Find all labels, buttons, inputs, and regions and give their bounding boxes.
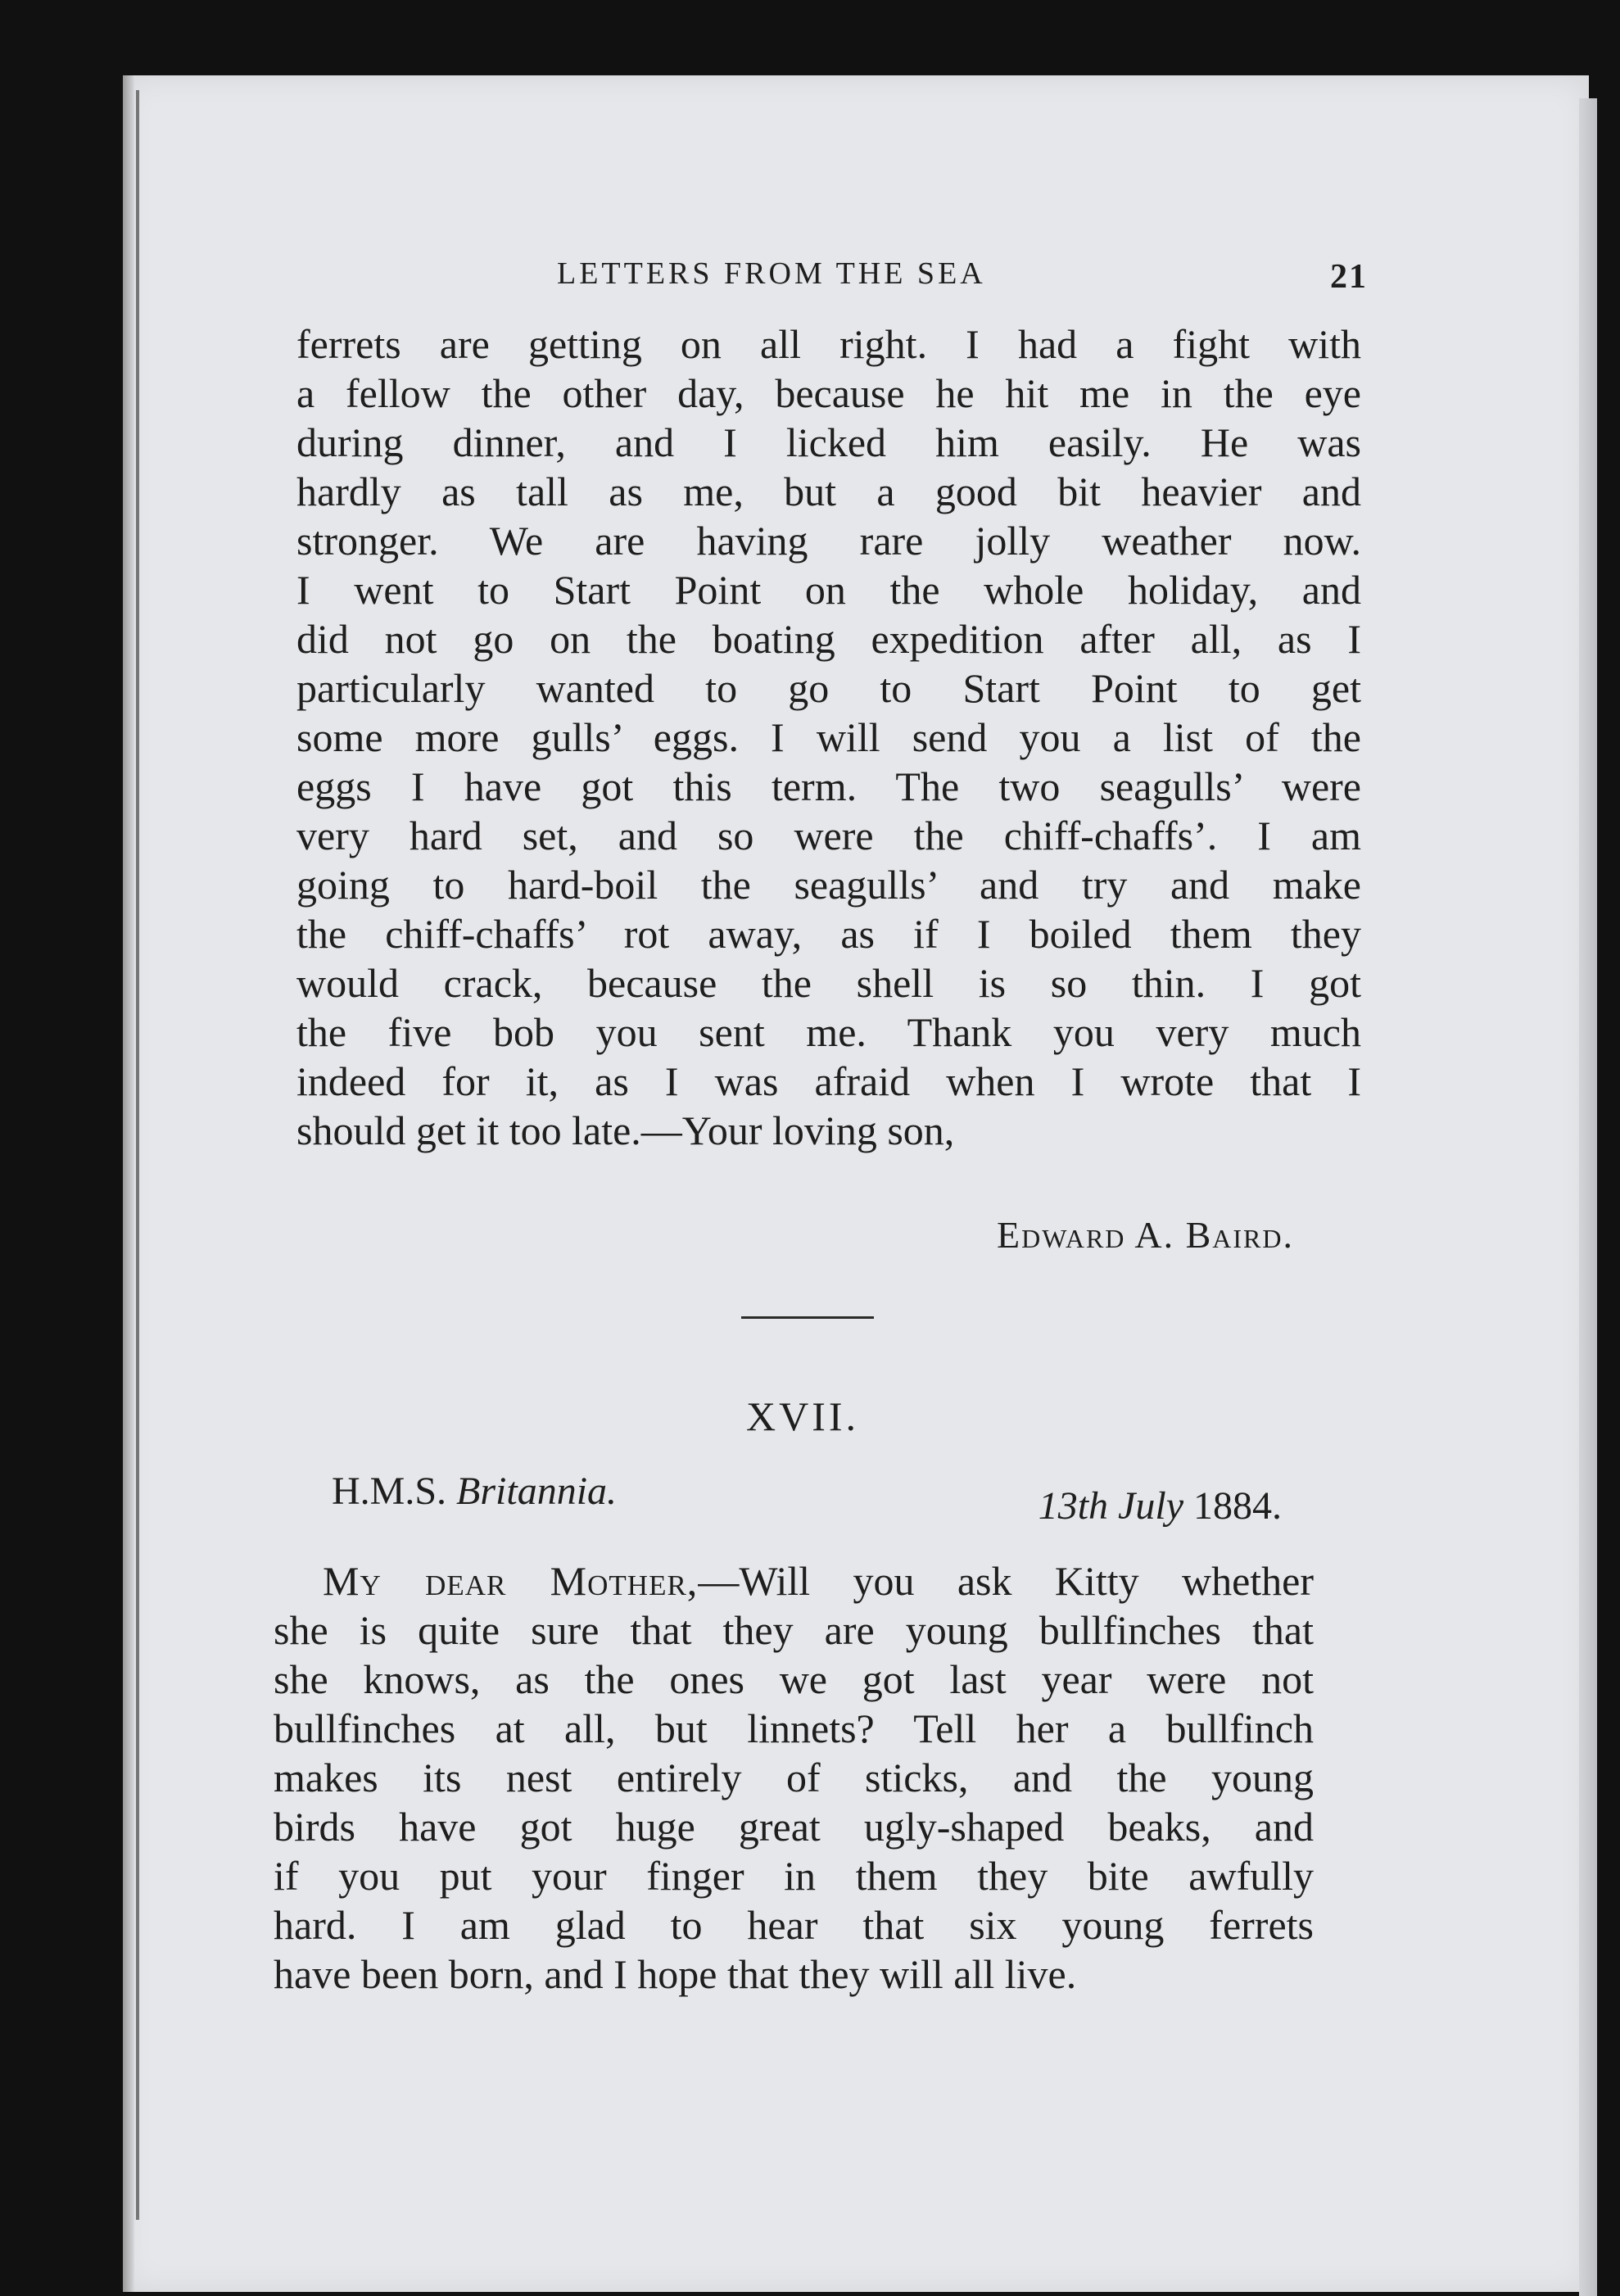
body-line: bullfinches at all, but linnets? Tell her a bullfinch — [274, 1705, 1314, 1751]
body-line: going to hard-boil the seagulls’ and try and make — [296, 862, 1361, 908]
body-line: should get it too late.—Your loving son, — [296, 1107, 955, 1153]
body-line: some more gulls’ eggs. I will send you a list of the — [296, 714, 1361, 760]
letter-xvii-body — [274, 1556, 1314, 1999]
ship-name: Britannia. — [456, 1470, 618, 1513]
body-line: I went to Start Point on the whole holiday, and — [296, 567, 1361, 613]
letter-xvi-body — [296, 319, 1361, 1155]
body-line: if you put your finger in them they bite awfully — [274, 1853, 1314, 1899]
first-line-rest: —Will you ask Kitty whether — [698, 1558, 1315, 1604]
body-line: during dinner, and I licked him easily. He was — [296, 419, 1361, 465]
date-day: 13th July — [1038, 1484, 1183, 1528]
salutation: My dear Mother, — [323, 1558, 699, 1604]
body-line: birds have got huge great ugly-shaped beaks, and — [274, 1804, 1314, 1850]
body-line: very hard set, and so were the chiff-chaffs’. I am — [296, 813, 1361, 858]
running-head: LETTERS FROM THE SEA — [557, 256, 986, 291]
letter-heading — [332, 1469, 1282, 1526]
section-number: XVII. — [745, 1393, 860, 1439]
body-line: indeed for it, as I was afraid when I wrote that I — [296, 1058, 1361, 1104]
page-number: 21 — [1330, 258, 1368, 296]
signature: Edward A. Baird. — [996, 1214, 1294, 1256]
first-body-line — [274, 1556, 1314, 1605]
body-line: she knows, as the ones we got last year were not — [274, 1656, 1314, 1702]
body-line: did not go on the boating expedition after all, as I — [296, 616, 1361, 662]
body-line: makes its nest entirely of sticks, and the young — [274, 1755, 1314, 1800]
body-line: have been born, and I hope that they will all live. — [274, 1951, 1077, 1997]
body-line: ferrets are getting on all right. I had a fight with — [296, 321, 1361, 367]
section-divider — [741, 1316, 874, 1319]
body-line: stronger. We are having rare jolly weather now. — [296, 518, 1361, 564]
ship-prefix: H.M.S. — [332, 1470, 457, 1513]
body-line: the five bob you sent me. Thank you very much — [296, 1009, 1361, 1055]
page-fore-edge — [1579, 98, 1597, 2296]
letter-date — [1039, 1483, 1282, 1528]
body-line: a fellow the other day, because he hit me in the eye — [296, 370, 1361, 416]
body-line: the chiff-chaffs’ rot away, as if I boiled them they — [296, 911, 1361, 957]
letter-location — [332, 1469, 617, 1514]
binding-edge — [136, 90, 139, 2220]
body-line: would crack, because the shell is so thin. I got — [296, 960, 1361, 1006]
body-line: hard. I am glad to hear that six young ferrets — [274, 1902, 1314, 1948]
body-line: she is quite sure that they are young bullfinches that — [274, 1607, 1314, 1653]
date-year: 1884. — [1183, 1484, 1282, 1528]
body-line: particularly wanted to go to Start Point to get — [296, 665, 1361, 711]
page-gutter-shadow — [123, 75, 134, 2292]
body-line: hardly as tall as me, but a good bit heavier and — [296, 469, 1361, 514]
page-header — [311, 256, 1368, 305]
body-line: eggs I have got this term. The two seagulls’ were — [296, 763, 1361, 809]
